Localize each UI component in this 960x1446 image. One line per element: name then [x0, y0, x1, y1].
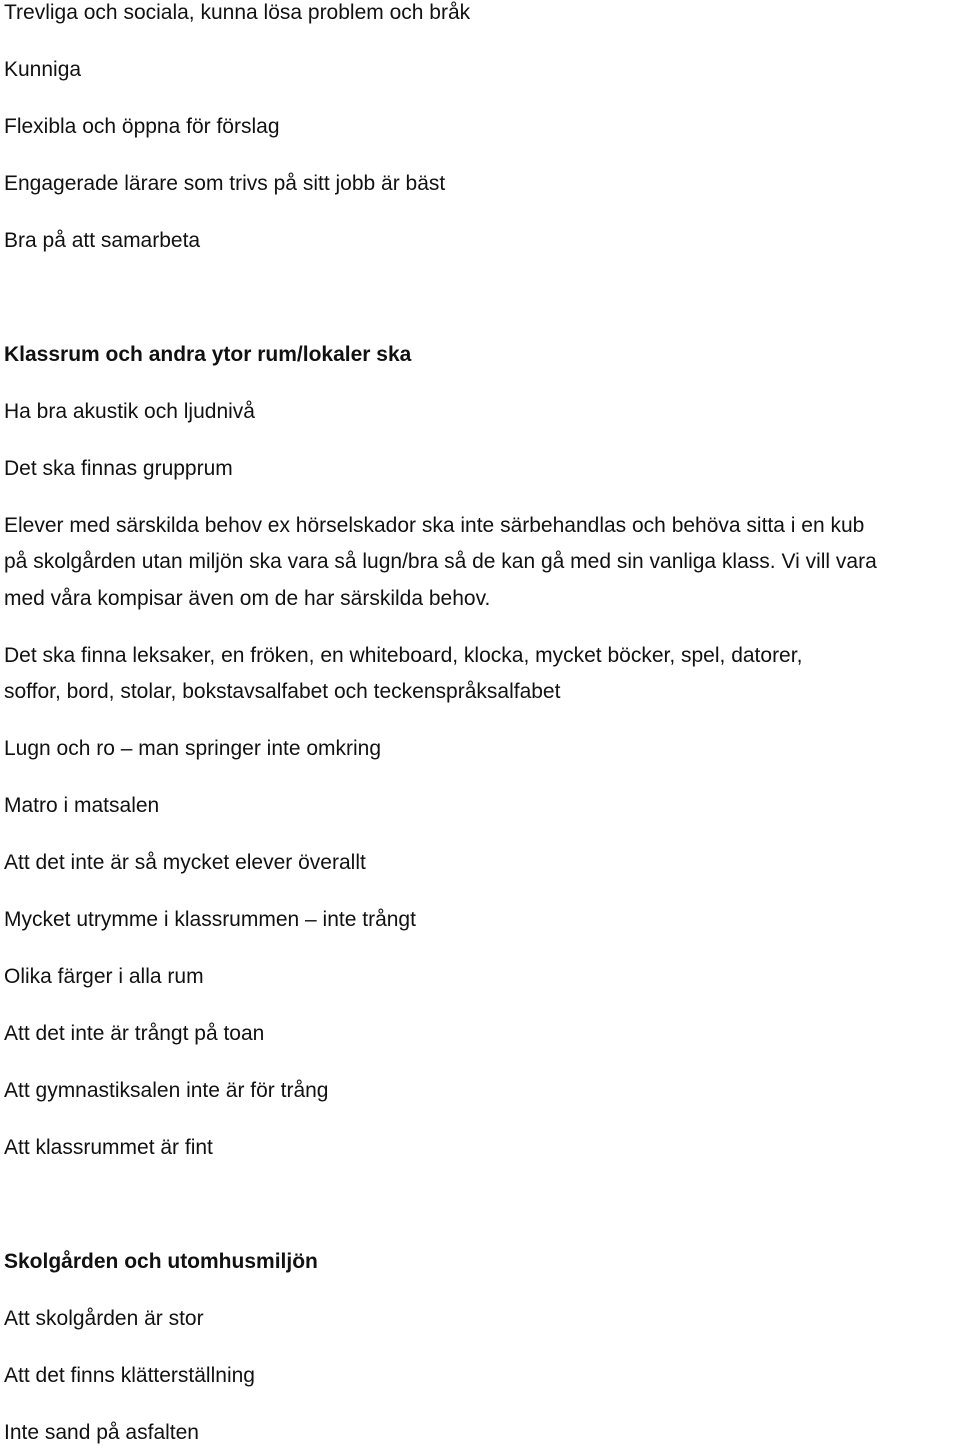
- yard-item: Att det finns klätterställning: [4, 1364, 255, 1387]
- section-heading-yard: Skolgården och utomhusmiljön: [4, 1250, 318, 1273]
- intro-line: Kunniga: [4, 58, 82, 81]
- special-needs-paragraph-line: med våra kompisar även om de har särskilda behov.: [4, 587, 491, 610]
- intro-line: Trevliga och sociala, kunna lösa problem och bråk: [4, 1, 471, 24]
- items-paragraph-line: soffor, bord, stolar, bokstavsalfabet och teckenspråksalfabet: [4, 680, 561, 703]
- rooms-item: Det ska finnas grupprum: [4, 457, 233, 480]
- intro-line: Flexibla och öppna för förslag: [4, 115, 280, 138]
- rooms-item: Mycket utrymme i klassrummen – inte trångt: [4, 908, 416, 931]
- yard-item: Att skolgården är stor: [4, 1307, 204, 1330]
- special-needs-paragraph-line: Elever med särskilda behov ex hörselskador ska inte särbehandlas och behöva sitta i en kub: [4, 514, 865, 537]
- items-paragraph-line: Det ska finna leksaker, en fröken, en whiteboard, klocka, mycket böcker, spel, datorer,: [4, 644, 803, 667]
- rooms-item: Att gymnastiksalen inte är för trång: [4, 1079, 329, 1102]
- intro-line: Bra på att samarbeta: [4, 229, 201, 252]
- rooms-item: Att det inte är trångt på toan: [4, 1022, 265, 1045]
- rooms-item: Att klassrummet är fint: [4, 1136, 213, 1159]
- rooms-item: Ha bra akustik och ljudnivå: [4, 400, 255, 423]
- rooms-item: Olika färger i alla rum: [4, 965, 204, 988]
- intro-line: Engagerade lärare som trivs på sitt jobb är bäst: [4, 172, 446, 195]
- rooms-item: Att det inte är så mycket elever överallt: [4, 851, 366, 874]
- rooms-item: Matro i matsalen: [4, 794, 160, 817]
- yard-item: Inte sand på asfalten: [4, 1421, 199, 1444]
- special-needs-paragraph-line: på skolgården utan miljön ska vara så lugn/bra så de kan gå med sin vanliga klass. Vi vill vara: [4, 550, 877, 573]
- rooms-item: Lugn och ro – man springer inte omkring: [4, 737, 382, 760]
- section-heading-rooms: Klassrum och andra ytor rum/lokaler ska: [4, 343, 412, 366]
